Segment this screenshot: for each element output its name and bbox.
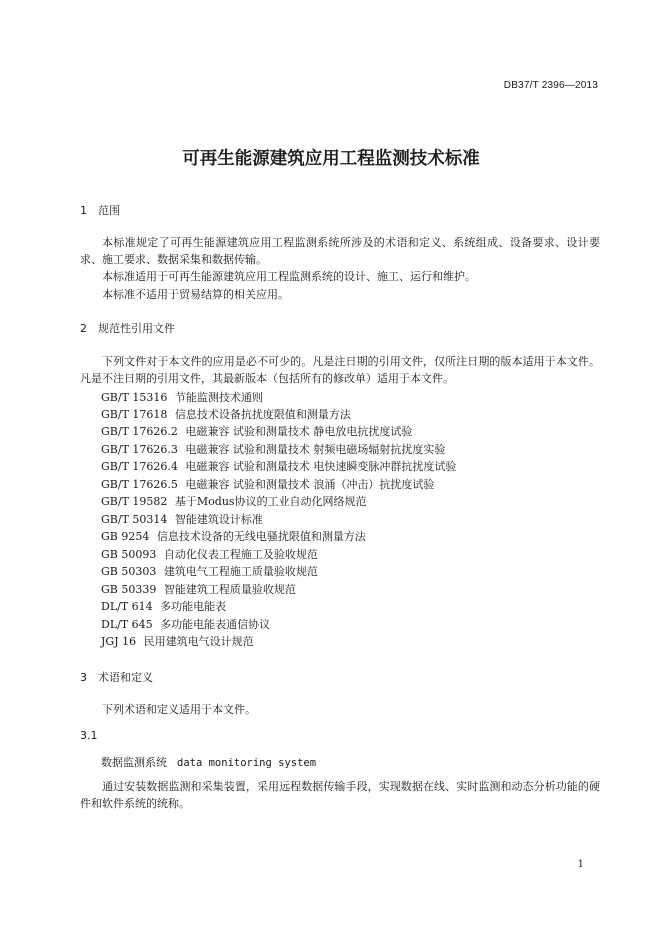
section-heading-2 — [80, 320, 175, 336]
section-title: 规范性引用文件 — [98, 322, 175, 335]
reference-item — [101, 389, 263, 405]
reference-code: GB/T 50314 — [101, 513, 168, 526]
document-title: 可再生能源建筑应用工程监测技术标准 — [182, 149, 480, 169]
reference-title: 智能建筑设计标准 — [174, 513, 263, 526]
reference-title: 电磁兼容 试验和测量技术 浪涌（冲击）抗扰度试验 — [185, 478, 435, 491]
paragraph: 本标准适用于可再生能源建筑应用工程监测系统的设计、施工、运行和维护。 — [102, 270, 476, 283]
reference-code: GB/T 17626.2 — [101, 425, 178, 438]
section-heading-3 — [80, 669, 153, 685]
reference-code: GB 50093 — [101, 548, 157, 561]
reference-code: JGJ 16 — [101, 635, 137, 648]
reference-code: GB 9254 — [101, 530, 150, 543]
reference-item — [101, 423, 412, 439]
term-definition: 通过安装数据监测和采集装置，采用远程数据传输手段，实现数据在线、实时监测和动态分析功能的硬件和软件系统的统称。 — [80, 780, 600, 811]
page-number: 1 — [577, 859, 584, 870]
section-title: 术语和定义 — [98, 671, 153, 684]
section-title: 范围 — [98, 204, 120, 217]
reference-title: 智能建筑工程质量验收规范 — [163, 583, 296, 596]
reference-code: DL/T 614 — [101, 600, 153, 613]
term-entry — [101, 754, 316, 770]
reference-code: GB/T 17618 — [101, 408, 168, 421]
reference-item — [101, 581, 296, 597]
reference-code: GB 50303 — [101, 565, 157, 578]
reference-item — [101, 458, 456, 474]
clause-number: 3.1 — [80, 729, 98, 742]
section-number: 2 — [80, 322, 87, 335]
reference-title: 建筑电气工程施工质量验收规范 — [163, 565, 318, 578]
paragraph: 下列文件对于本文件的应用是必不可少的。凡是注日期的引用文件，仅所注日期的版本适用于本文件。凡是不注日期的引用文件，其最新版本（包括所有的修改单）适用于本文件。 — [80, 355, 600, 386]
reference-title: 多功能电能表通信协议 — [160, 618, 271, 631]
term-chinese: 数据监测系统 — [101, 756, 167, 769]
reference-title: 节能监测技术通则 — [174, 391, 263, 404]
reference-code: GB/T 17626.4 — [101, 460, 178, 473]
paragraph: 本标准不适用于贸易结算的相关应用。 — [102, 288, 289, 301]
reference-code: GB/T 17626.5 — [101, 478, 178, 491]
reference-item — [101, 493, 367, 509]
reference-title: 电磁兼容 试验和测量技术 电快速瞬变脉冲群抗扰度试验 — [185, 460, 457, 473]
reference-item — [101, 598, 226, 614]
reference-code: GB/T 15316 — [101, 391, 168, 404]
reference-item — [101, 616, 270, 632]
reference-title: 信息技术设备的无线电骚扰限值和测量方法 — [156, 530, 366, 543]
reference-title: 多功能电能表 — [160, 600, 227, 613]
reference-item — [101, 511, 263, 527]
reference-item — [101, 563, 318, 579]
reference-title: 基于Modus协议的工业自动化网络规范 — [174, 495, 367, 508]
reference-code: GB 50339 — [101, 583, 157, 596]
reference-item — [101, 633, 254, 649]
reference-title: 自动化仪表工程施工及验收规范 — [163, 548, 318, 561]
reference-title: 电磁兼容 试验和测量技术 射频电磁场辐射抗扰度实验 — [185, 443, 446, 456]
reference-item — [101, 441, 445, 457]
reference-item — [101, 546, 318, 562]
reference-title: 民用建筑电气设计规范 — [143, 635, 254, 648]
reference-title: 信息技术设备抗扰度限值和测量方法 — [174, 408, 351, 421]
paragraph: 本标准规定了可再生能源建筑应用工程监测系统所涉及的术语和定义、系统组成、设备要求、设计要求、施工要求、数据采集和数据传输。 — [80, 236, 600, 267]
document-number: DB37/T 2396—2013 — [503, 80, 598, 91]
reference-code: DL/T 645 — [101, 618, 153, 631]
section-number: 3 — [80, 671, 87, 684]
reference-item — [101, 406, 351, 422]
section-heading-1 — [80, 202, 120, 218]
paragraph: 下列术语和定义适用于本文件。 — [102, 703, 256, 716]
reference-title: 电磁兼容 试验和测量技术 静电放电抗扰度试验 — [185, 425, 413, 438]
term-english: data monitoring system — [177, 757, 317, 769]
section-number: 1 — [80, 204, 87, 217]
reference-item — [101, 528, 366, 544]
reference-item — [101, 476, 434, 492]
reference-code: GB/T 19582 — [101, 495, 168, 508]
reference-code: GB/T 17626.3 — [101, 443, 178, 456]
